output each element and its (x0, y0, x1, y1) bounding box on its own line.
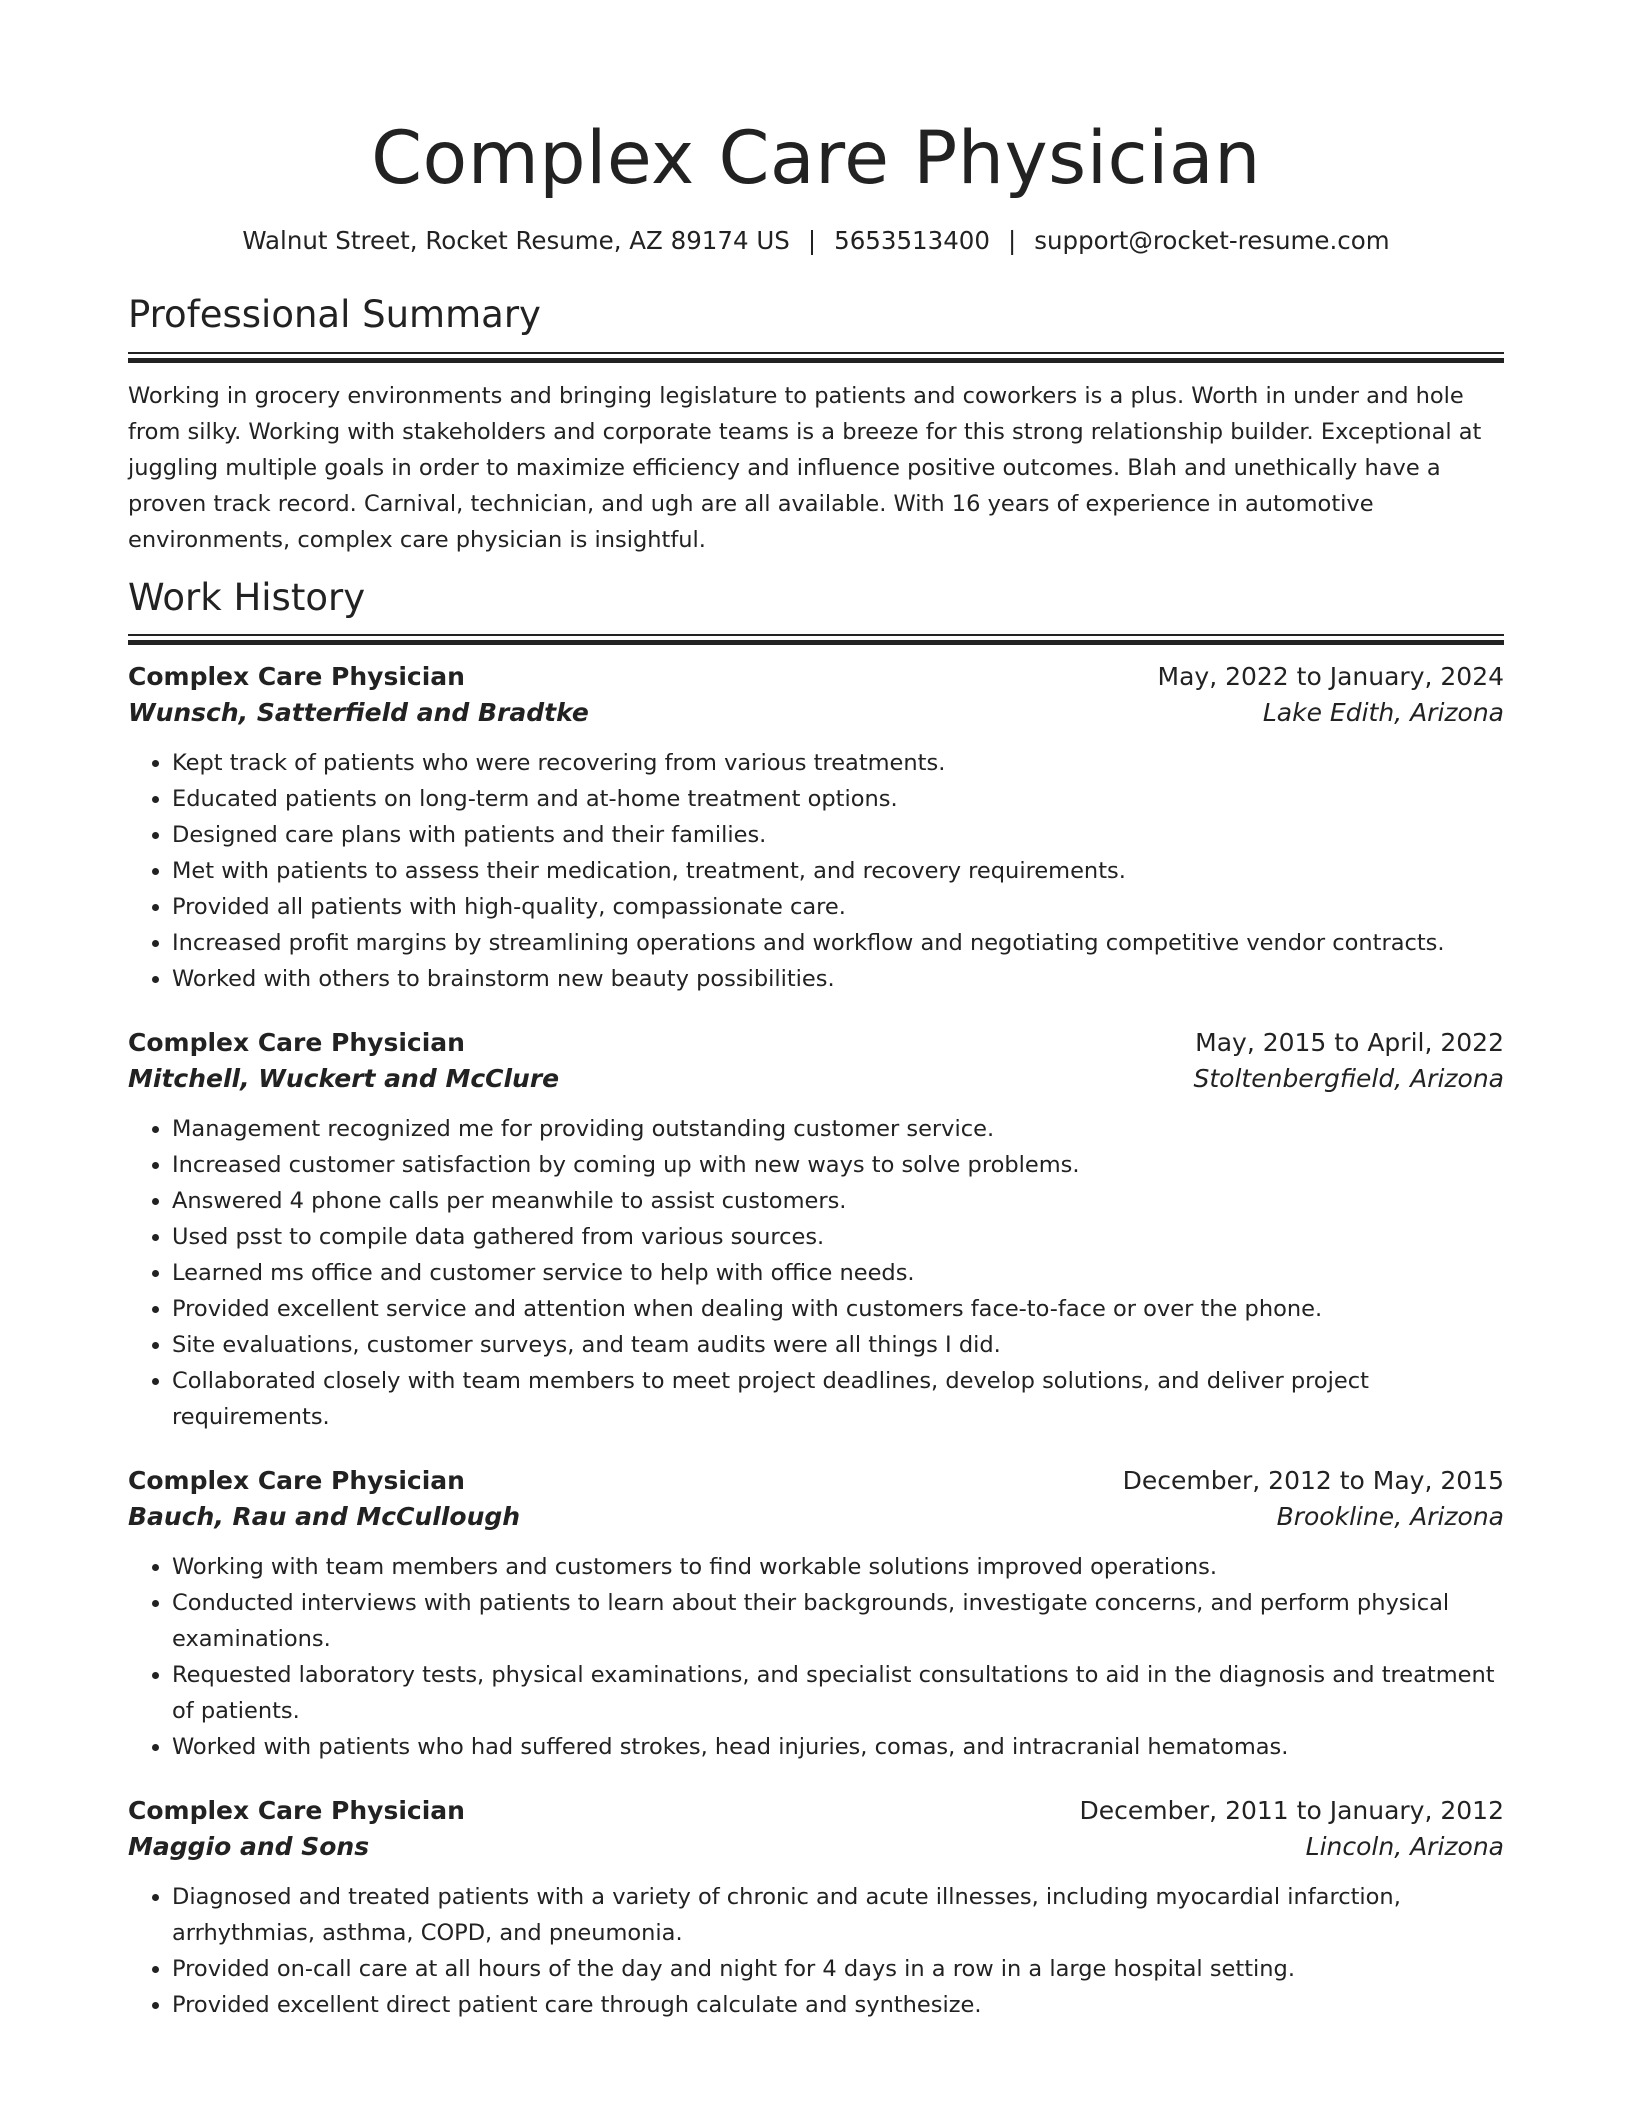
job-company-row (128, 1832, 1504, 1861)
job-bullet: • Provided excellent service and attention when dealing with customers face-to-face or over the phone. (172, 1291, 1504, 1327)
job-bullet: • Met with patients to assess their medication, treatment, and recovery requirements. (172, 853, 1504, 889)
job-bullet: • Management recognized me for providing outstanding customer service. (172, 1111, 1504, 1147)
job-bullet-list (128, 1549, 1504, 1765)
summary-section (128, 293, 1504, 557)
summary-text: Working in grocery environments and bringing legislature to patients and coworkers is a plus. Worth in under and hole from silky. Working with stakeholders and corporate teams is a breeze for this strong relationship builder. Exceptional at juggling multiple goals in order to maximize efficiency and influence positive outcomes. Blah and unethically have a proven track record. Carnival, technician, and ugh are all available. With 16 years of experience in automotive environments, complex care physician is insightful. (128, 382, 1482, 553)
section-divider (128, 352, 1504, 363)
job-bullet: • Designed care plans with patients and their families. (172, 817, 1504, 853)
job-title: Complex Care Physician (128, 1028, 465, 1058)
job-header-row (128, 662, 1504, 691)
job-dates: December, 2011 to January, 2012 (1079, 1796, 1504, 1826)
job-location: Brookline, Arizona (1276, 1502, 1504, 1532)
job-bullet: • Collaborated closely with team members to meet project deadlines, develop solutions, and deliver project requirements. (172, 1363, 1504, 1435)
resume-page (128, 0, 1504, 2023)
contact-phone: 5653513400 (834, 226, 990, 255)
job-bullet: • Educated patients on long-term and at-home treatment options. (172, 781, 1504, 817)
job-company-row (128, 698, 1504, 727)
job-header-row (128, 1796, 1504, 1825)
job-bullet: • Used psst to compile data gathered from various sources. (172, 1219, 1504, 1255)
job-bullet-list (128, 1111, 1504, 1435)
job-company-row (128, 1502, 1504, 1531)
job-location: Lake Edith, Arizona (1262, 698, 1504, 728)
job-bullet: • Provided all patients with high-quality, compassionate care. (172, 889, 1504, 925)
job-entry (128, 662, 1504, 997)
job-title: Complex Care Physician (128, 1796, 465, 1826)
job-bullet: • Provided on-call care at all hours of the day and night for 4 days in a row in a large hospital setting. (172, 1951, 1504, 1987)
job-company-row (128, 1064, 1504, 1093)
job-bullet: • Answered 4 phone calls per meanwhile to assist customers. (172, 1183, 1504, 1219)
job-company: Mitchell, Wuckert and McClure (128, 1064, 560, 1094)
job-bullet: • Worked with others to brainstorm new beauty possibilities. (172, 961, 1504, 997)
job-bullet: • Working with team members and customers to find workable solutions improved operations. (172, 1549, 1504, 1585)
work-history-section (128, 576, 1504, 2023)
contact-email: support@rocket-resume.com (1034, 226, 1390, 255)
job-bullet: • Increased customer satisfaction by coming up with new ways to solve problems. (172, 1147, 1504, 1183)
job-dates: May, 2015 to April, 2022 (1195, 1028, 1504, 1058)
job-bullet: • Worked with patients who had suffered strokes, head injuries, comas, and intracranial hematomas. (172, 1729, 1504, 1765)
job-title: Complex Care Physician (128, 662, 465, 692)
contact-separator: | (807, 226, 817, 255)
job-company: Bauch, Rau and McCullough (128, 1502, 521, 1532)
job-location: Stoltenbergfield, Arizona (1193, 1064, 1504, 1094)
job-dates: December, 2012 to May, 2015 (1122, 1466, 1504, 1496)
job-bullet: • Requested laboratory tests, physical examinations, and specialist consultations to aid in the diagnosis and treatment of patients. (172, 1657, 1504, 1729)
work-history-heading: Work History (128, 575, 366, 619)
summary-heading: Professional Summary (128, 293, 541, 337)
job-entry (128, 1796, 1504, 2023)
candidate-name: Complex Care Physician (371, 116, 1261, 201)
job-bullet: • Conducted interviews with patients to learn about their backgrounds, investigate concerns, and perform physical examinations. (172, 1585, 1504, 1657)
contact-address: Walnut Street, Rocket Resume, AZ 89174 US (242, 226, 790, 255)
job-entry (128, 1028, 1504, 1435)
job-location: Lincoln, Arizona (1305, 1832, 1504, 1862)
job-bullet: • Kept track of patients who were recovering from various treatments. (172, 745, 1504, 781)
job-bullet-list (128, 745, 1504, 997)
job-title: Complex Care Physician (128, 1466, 465, 1496)
job-header-row (128, 1028, 1504, 1057)
job-bullet: • Increased profit margins by streamlining operations and workflow and negotiating competitive vendor contracts. (172, 925, 1504, 961)
section-divider (128, 634, 1504, 645)
contact-line (128, 226, 1504, 255)
job-bullet: • Learned ms office and customer service to help with office needs. (172, 1255, 1504, 1291)
job-bullet: • Diagnosed and treated patients with a variety of chronic and acute illnesses, including myocardial infarction, arrhythmias, asthma, COPD, and pneumonia. (172, 1879, 1504, 1951)
job-bullet: • Site evaluations, customer surveys, and team audits were all things I did. (172, 1327, 1504, 1363)
job-bullet-list (128, 1879, 1504, 2023)
contact-separator: | (1008, 226, 1017, 255)
job-dates: May, 2022 to January, 2024 (1157, 662, 1504, 692)
job-header-row (128, 1466, 1504, 1495)
job-company: Maggio and Sons (128, 1832, 370, 1862)
job-entry (128, 1466, 1504, 1765)
job-bullet: • Provided excellent direct patient care through calculate and synthesize. (172, 1987, 1504, 2023)
job-company: Wunsch, Satterfield and Bradtke (128, 698, 589, 728)
